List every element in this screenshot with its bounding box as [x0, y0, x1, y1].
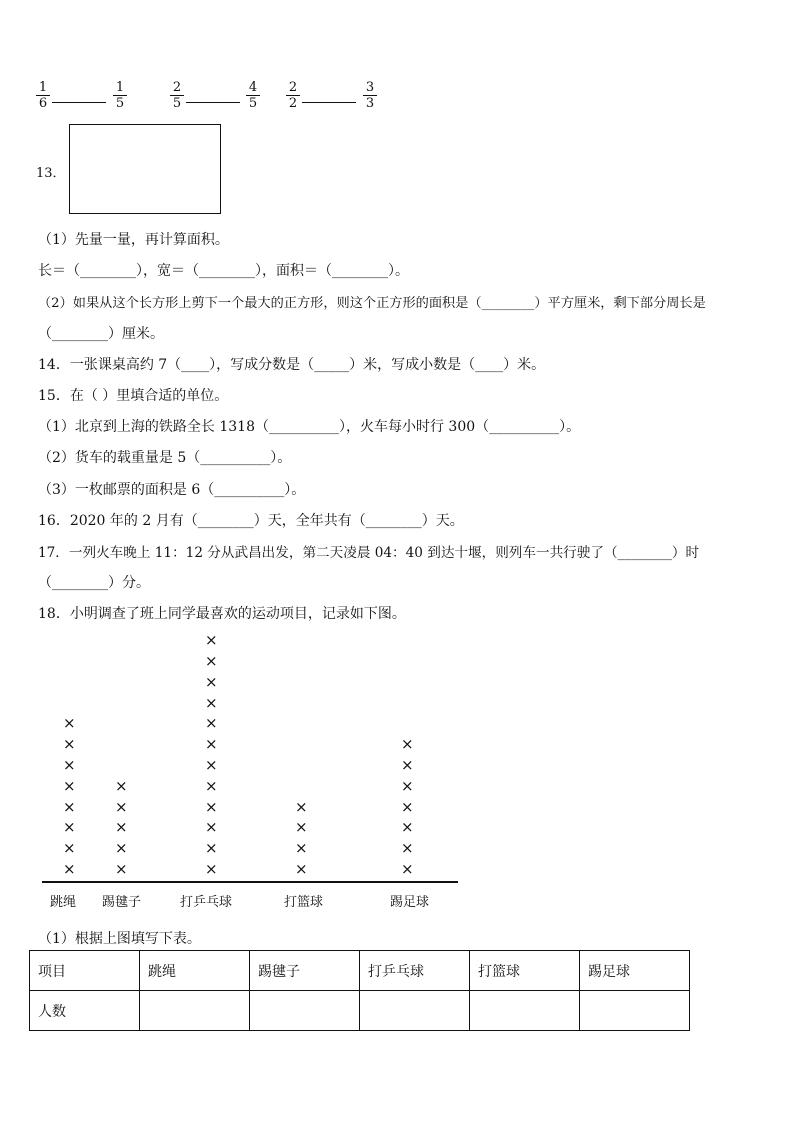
x-mark: × — [205, 693, 218, 712]
table-cell: 打篮球 — [470, 951, 580, 991]
x-mark: × — [205, 714, 218, 733]
question-14[interactable]: 14．一张课桌高约 7（____），写成分数是（_____）米，写成小数是（____）米。 — [38, 357, 546, 373]
x-mark: × — [295, 818, 308, 837]
fraction: 1 5 — [113, 81, 127, 110]
answer-cell[interactable] — [360, 991, 470, 1031]
x-mark: × — [115, 797, 128, 816]
category-label: 打篮球 — [284, 895, 324, 910]
compare-blank[interactable] — [302, 102, 356, 103]
x-mark: × — [63, 735, 76, 754]
table-cell: 跳绳 — [140, 951, 250, 991]
category-label: 打乒乓球 — [180, 895, 233, 910]
table-row — [30, 991, 690, 1031]
x-mark: × — [295, 860, 308, 878]
x-mark: × — [63, 776, 76, 795]
x-mark: × — [205, 860, 218, 878]
x-mark: × — [63, 860, 76, 878]
question-16[interactable]: 16．2020 年的 2 月有（________）天，全年共有（________）天。 — [38, 513, 464, 529]
x-mark: × — [401, 860, 414, 878]
table-cell: 踢足球 — [580, 951, 690, 991]
x-mark: × — [205, 672, 218, 691]
x-mark: × — [205, 776, 218, 795]
x-mark: × — [401, 818, 414, 837]
category-label: 跳绳 — [50, 895, 77, 910]
fraction: 2 5 — [170, 81, 184, 110]
fraction: 1 6 — [36, 81, 50, 110]
x-mark: × — [205, 839, 218, 858]
question-15-sub-2[interactable]: （2）货车的载重量是 5（__________）。 — [38, 450, 292, 466]
x-mark: × — [63, 756, 76, 774]
x-mark: × — [115, 818, 128, 837]
answer-cell[interactable] — [250, 991, 360, 1031]
question-13-part-2-cont[interactable]: （________）厘米。 — [38, 326, 164, 342]
x-mark: × — [205, 818, 218, 837]
question-13-part-1-blanks[interactable]: 长＝（________），宽＝（________），面积＝（________）。 — [38, 263, 409, 279]
question-17[interactable]: 17．一列火车晚上 11：12 分从武昌出发，第二天凌晨 04：40 到达十堰，则列车一共行驶了（________）时 — [38, 545, 700, 561]
answer-table — [29, 950, 690, 1031]
table-cell: 踢毽子 — [250, 951, 360, 991]
category-label: 踢毽子 — [102, 895, 142, 910]
x-mark: × — [115, 860, 128, 878]
answer-cell[interactable] — [140, 991, 250, 1031]
table-cell: 项目 — [30, 951, 140, 991]
x-mark: × — [401, 735, 414, 754]
fraction: 4 5 — [246, 81, 260, 110]
x-mark: × — [63, 797, 76, 816]
x-mark: × — [115, 776, 128, 795]
x-mark: × — [115, 839, 128, 858]
question-13-number: 13． — [36, 166, 66, 181]
table-cell: 打乒乓球 — [360, 951, 470, 991]
fraction: 3 3 — [363, 81, 377, 110]
x-mark: × — [401, 776, 414, 795]
answer-cell[interactable] — [580, 991, 690, 1031]
question-13-part-1: （1）先量一量，再计算面积。 — [38, 232, 229, 248]
question-15-sub-3[interactable]: （3）一枚邮票的面积是 6（__________）。 — [38, 482, 306, 498]
rectangle-figure — [69, 124, 221, 214]
question-17-cont[interactable]: （________）分。 — [38, 575, 150, 591]
x-mark: × — [63, 714, 76, 733]
x-mark: × — [295, 797, 308, 816]
x-mark: × — [401, 797, 414, 816]
question-13-part-2: （2）如果从这个长方形上剪下一个最大的正方形，则这个正方形的面积是（________）平方厘米，剩下部分周长是 — [38, 296, 706, 311]
compare-blank[interactable] — [52, 102, 106, 103]
x-mark: × — [205, 735, 218, 754]
x-mark: × — [205, 756, 218, 774]
x-mark: × — [295, 839, 308, 858]
x-mark: × — [63, 839, 76, 858]
table-cell: 人数 — [30, 991, 140, 1031]
question-15-title: 15．在（ ）里填合适的单位。 — [38, 388, 229, 404]
answer-cell[interactable] — [470, 991, 580, 1031]
x-mark: × — [205, 652, 218, 670]
x-mark: × — [205, 631, 218, 650]
fraction: 2 2 — [286, 81, 300, 110]
chart-axis — [42, 881, 458, 883]
question-15-sub-1[interactable]: （1）北京到上海的铁路全长 1318（__________），火车每小时行 300（__________）。 — [38, 419, 581, 435]
x-mark: × — [401, 756, 414, 774]
question-18-sub-1: （1）根据上图填写下表。 — [38, 931, 201, 947]
table-header-row — [30, 951, 690, 991]
x-mark: × — [63, 818, 76, 837]
x-mark: × — [401, 839, 414, 858]
category-label: 踢足球 — [390, 895, 430, 910]
question-18-title: 18．小明调查了班上同学最喜欢的运动项目，记录如下图。 — [38, 606, 406, 622]
compare-blank[interactable] — [186, 102, 240, 103]
x-mark: × — [205, 797, 218, 816]
